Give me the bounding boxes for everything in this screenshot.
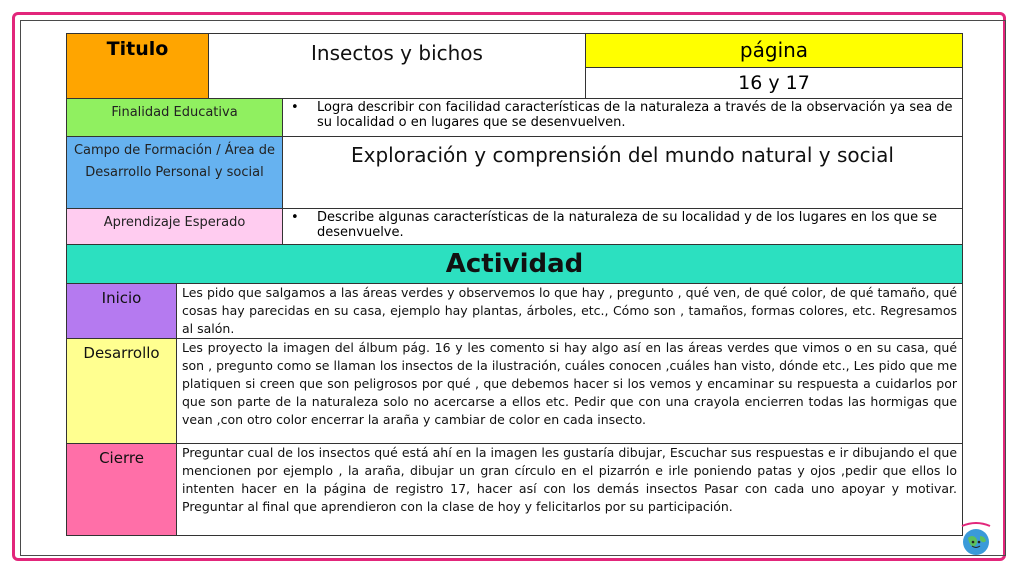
aprendizaje-text: Describe algunas características de la naturaleza de su localidad y de los lugares en los que se desenvuelve. (317, 210, 938, 240)
lesson-plan-sheet (66, 33, 962, 536)
page-label: página (586, 34, 962, 67)
desarrollo-label: Desarrollo (83, 344, 160, 362)
desarrollo-text-cell (177, 339, 963, 444)
aprendizaje-label: Aprendizaje Esperado (103, 215, 246, 230)
campo-label: Campo de Formación / Área de Desarrollo Personal y social (73, 143, 276, 180)
topic-title: Insectos y bichos (311, 41, 483, 65)
activity-table (66, 244, 963, 536)
page-number: 16 y 17 (738, 72, 810, 94)
aprendizaje-text-cell (283, 209, 963, 245)
inicio-label: Inicio (101, 289, 142, 307)
bullet-icon: • (291, 100, 299, 115)
title-label-cell (67, 34, 209, 99)
finalidad-text: Logra describir con facilidad características de la naturaleza a través de la observación ya sea de su localidad o en lugares que se desenvuelven. (317, 100, 953, 130)
globe-logo-icon (956, 518, 996, 558)
activity-heading-cell (67, 245, 963, 284)
desarrollo-label-cell (67, 339, 177, 444)
title-label: Titulo (106, 38, 169, 60)
cierre-label-cell (67, 444, 177, 536)
topic-cell (209, 34, 586, 99)
desarrollo-text: Les proyecto la imagen del álbum pág. 16 y les comento si hay algo así en las áreas verdes que vimos o en su casa, qué son , pregunto como se llaman los insectos de la ilustración, cuáles conocen ,cuáles han visto, dónde etc., Les pido que me platiquen si creen que son peligrosos por qué , que debemos hacer si los vemos y encaminar su respuesta a cuidarlos por que son parte de la naturaleza solo no acercarse a ellos etc. Pedir que con una crayola encierren todas las hormigas que vean ,con otro color encerrar la araña y cambiar de color en cada insecto. (182, 340, 958, 427)
page-label-cell (586, 34, 963, 68)
page-number-cell (586, 68, 963, 99)
aprendizaje-label-cell (67, 209, 283, 245)
activity-heading: Actividad (445, 249, 584, 279)
inicio-text: Les pido que salgamos a las áreas verdes y observemos lo que hay , pregunto , qué ven, de qué color, de qué tamaño, qué cosas hay parecidas en su casa, ejemplo hay plantas, árboles, etc., Cómo son , tamaños, formas colores, etc. Regresamos al salón. (182, 285, 958, 336)
bullet-icon: • (291, 210, 299, 225)
inicio-text-cell (177, 284, 963, 339)
campo-label-cell (67, 137, 283, 209)
inicio-label-cell (67, 284, 177, 339)
cierre-text: Preguntar cual de los insectos qué está ahí en la imagen les gustaría dibujar, Escuchar sus respuestas e ir dibujando el que mencionen por ejemplo , la araña, dibujar un gran círculo en el pizarrón e irle poniendo patas y ojos ,pedir que ellos lo intenten hacer en la página de registro 17, hacer así con los demás insectos Pasar con cada uno apoyar y motivar. Preguntar al final que aprendieron con la clase de hoy y felicitarlos por su participación. (182, 445, 958, 514)
header-table (66, 33, 963, 99)
campo-text-cell (283, 137, 963, 209)
cierre-label: Cierre (99, 449, 144, 467)
cierre-text-cell (177, 444, 963, 536)
campo-text: Exploración y comprensión del mundo natural y social (351, 143, 894, 167)
objectives-table (66, 98, 963, 245)
finalidad-label: Finalidad Educativa (111, 105, 238, 120)
finalidad-label-cell (67, 99, 283, 137)
finalidad-text-cell (283, 99, 963, 137)
